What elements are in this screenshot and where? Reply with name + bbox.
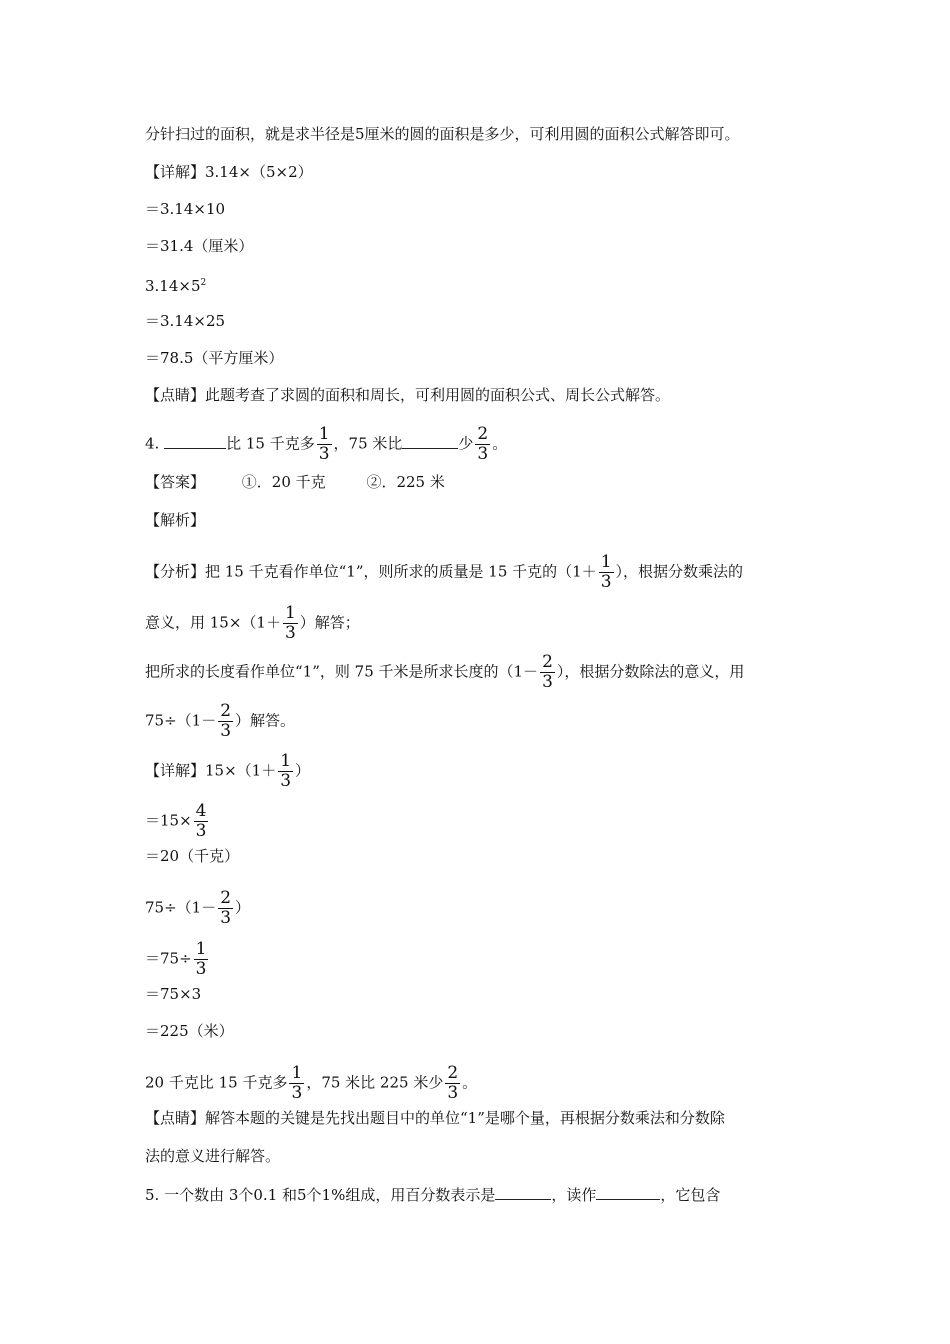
answer-blank[interactable] xyxy=(596,1185,660,1200)
fraction: $\frac{2}{3}$ xyxy=(477,424,489,464)
answer-blank[interactable] xyxy=(495,1185,551,1200)
fraction: $\frac{1}{3}$ xyxy=(291,1063,303,1103)
fraction: $\frac{2}{3}$ xyxy=(220,701,232,741)
text-line: 【解析】 xyxy=(145,511,206,529)
fraction: $\frac{1}{3}$ xyxy=(284,603,296,643)
detail-line: ＝15× $\frac{4}{3}$ xyxy=(145,801,207,841)
detail-line: ＝20（千克） xyxy=(145,847,240,865)
answer-blank[interactable] xyxy=(164,434,226,449)
text-line: 【点睛】此题考查了求圆的面积和周长，可利用圆的面积公式、周长公式解答。 xyxy=(145,386,671,404)
fraction: $\frac{1}{3}$ xyxy=(600,552,612,592)
answer-line: 【答案】 ①．20 千克 ②．225 米 xyxy=(145,473,445,491)
analysis-line: 【分析】把 15 千克看作单位“1”，则所求的质量是 15 千克的（1＋ $\frac{1}{3}$ ），根据分数乘法的 xyxy=(145,552,744,592)
tip-line: 法的意义进行解答。 xyxy=(145,1147,281,1165)
analysis-line: 意义，用 15×（1＋ $\frac{1}{3}$ ）解答； xyxy=(145,603,360,643)
fraction: $\frac{2}{3}$ xyxy=(542,652,553,692)
text-line: ＝3.14×10 xyxy=(145,200,226,218)
text-line: ＝78.5（平方厘米） xyxy=(145,349,284,367)
fraction: $\frac{1}{3}$ xyxy=(280,751,292,791)
fraction: $\frac{2}{3}$ xyxy=(447,1063,459,1103)
detail-line: ＝225（米） xyxy=(145,1022,234,1040)
analysis-line: 把所求的长度看作单位“1”，则 75 千米是所求长度的（1－ $\frac{2}{3}$ ），根据分数除法的意义，用 xyxy=(145,652,745,692)
question-4: 4. 比 15 千克多 $\frac{1}{3}$ ，75 米比 少 $\frac{2}{3}$ 。 xyxy=(145,424,508,464)
text-line: 【详解】3.14×（5×2） xyxy=(145,163,313,181)
detail-line: 【详解】15×（1＋ $\frac{1}{3}$ ） xyxy=(145,751,311,791)
analysis-line: 75÷（1－ $\frac{2}{3}$ ）解答。 xyxy=(145,701,296,741)
detail-line: ＝75÷ $\frac{1}{3}$ xyxy=(145,939,207,979)
fraction: $\frac{2}{3}$ xyxy=(220,888,232,928)
tip-line: 【点睛】解答本题的关键是先找出题目中的单位“1”是哪个量，再根据分数乘法和分数除 xyxy=(145,1109,725,1127)
question-5: 5. 一个数由 3个0.1 和5个1%组成，用百分数表示是 ，读作 ，它包含 xyxy=(145,1186,721,1204)
fraction: $\frac{1}{3}$ xyxy=(318,424,330,464)
text-line: ＝31.4（厘米） xyxy=(145,237,254,255)
detail-line: 20 千克比 15 千克多 $\frac{1}{3}$ ，75 米比 225 米少 $\frac{2}{3}$ 。 xyxy=(145,1063,478,1103)
text-line: 分针扫过的面积，就是求半径是5厘米的圆的面积是多少，可利用圆的面积公式解答即可。 xyxy=(145,125,740,143)
fraction: $\frac{1}{3}$ xyxy=(195,939,207,979)
text-line: $3.14\times 5^2$ xyxy=(145,277,207,295)
answer-blank[interactable] xyxy=(402,434,458,449)
text-line: ＝3.14×25 xyxy=(145,312,226,330)
fraction: $\frac{4}{3}$ xyxy=(195,801,207,841)
detail-line: 75÷（1－ $\frac{2}{3}$ ） xyxy=(145,888,251,928)
detail-line: ＝75×3 xyxy=(145,985,202,1003)
